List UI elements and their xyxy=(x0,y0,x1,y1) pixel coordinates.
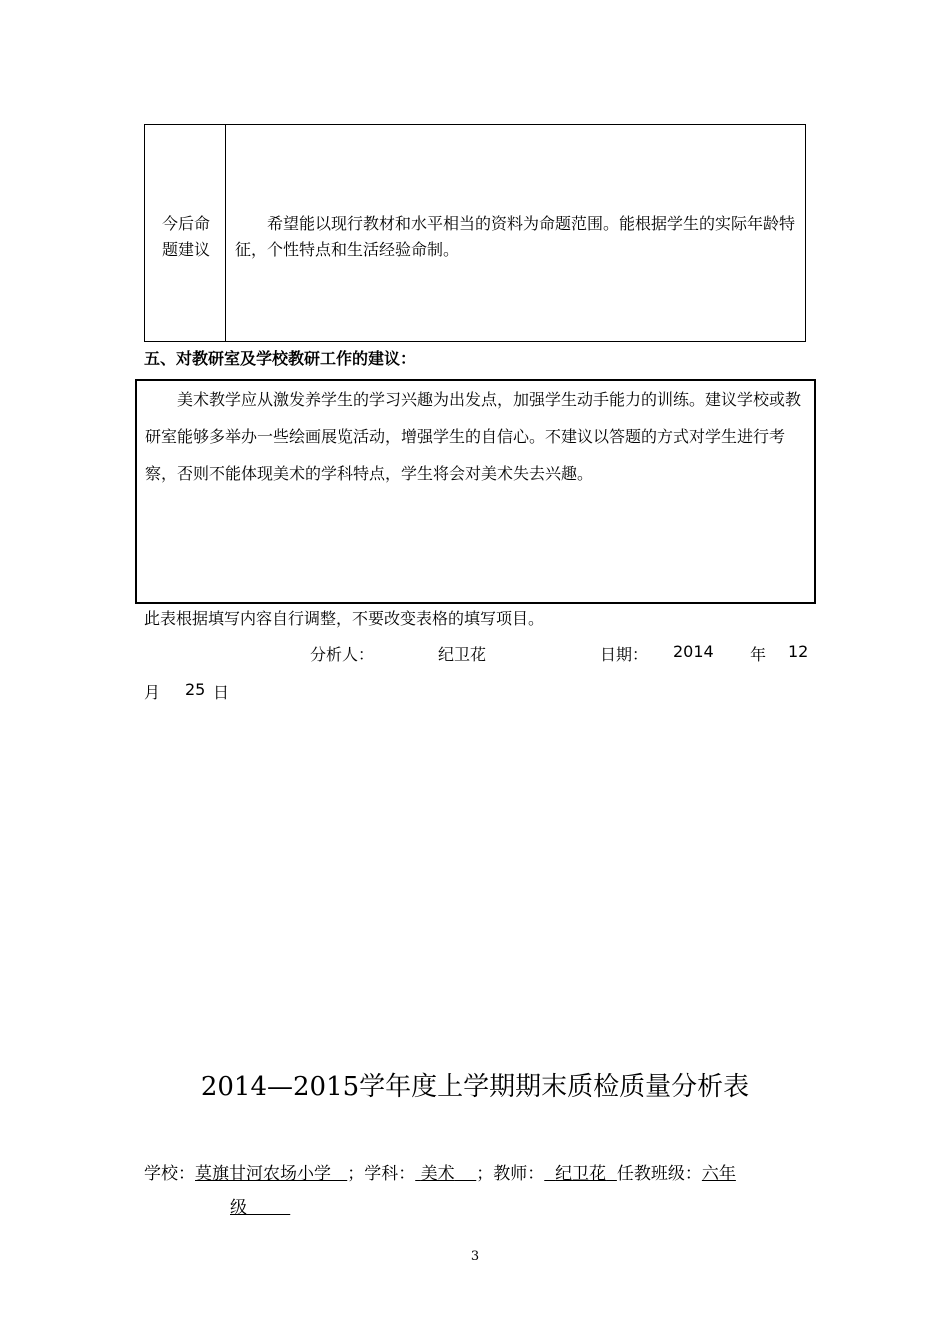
school-info-line xyxy=(144,1157,816,1225)
year-unit: 年 xyxy=(750,645,767,664)
page-number: 3 xyxy=(470,1249,480,1264)
school-value: 莫旗甘河农场小学 xyxy=(195,1164,331,1184)
class-value-part2: 级 xyxy=(230,1198,247,1218)
table-content: 希望能以现行教材和水平相当的资料为命题范围。能根据学生的实际年龄特征，个性特点和生活经验命制。 xyxy=(235,214,796,259)
label-cell xyxy=(145,125,226,341)
section5-content: 美术教学应从激发养学生的学习兴趣为出发点，加强学生动手能力的训练。建议学校或教研室能够多举办一些绘画展览活动，增强学生的自信心。不建议以答题的方式对学生进行考察，否则不能体现美术的学科特点，学生将会对美术失去兴趣。 xyxy=(145,390,802,483)
teacher-value: 纪卫花 xyxy=(555,1164,607,1184)
class-value-part1: 六年 xyxy=(701,1164,736,1184)
teacher-label: ；教师： xyxy=(476,1164,545,1184)
label-line-2: 题建议 xyxy=(161,240,210,259)
subject-label: ；学科： xyxy=(347,1164,416,1184)
suggestion-table xyxy=(144,124,806,342)
subject-value: 美术 xyxy=(420,1164,455,1184)
label-text xyxy=(153,211,219,263)
day-unit: 日 xyxy=(213,683,230,702)
analyst-name: 纪卫花 xyxy=(438,645,487,664)
class-label: 任教班级： xyxy=(616,1164,702,1184)
school-label: 学校： xyxy=(144,1164,195,1184)
date-year: 2014 xyxy=(673,642,714,661)
form-note: 此表根据填写内容自行调整，不要改变表格的填写项目。 xyxy=(144,609,545,628)
label-line-1: 今后命 xyxy=(161,214,210,233)
month-unit: 月 xyxy=(144,683,161,702)
section5-title: 五、对教研室及学校教研工作的建议： xyxy=(144,349,417,368)
analyst-label: 分析人： xyxy=(310,645,375,664)
page-title: 2014—2015学年度上学期期末质检质量分析表 xyxy=(200,1072,750,1102)
date-label: 日期： xyxy=(600,645,649,664)
date-month: 12 xyxy=(788,642,809,661)
section5-box xyxy=(135,379,816,604)
date-day: 25 xyxy=(185,680,206,699)
